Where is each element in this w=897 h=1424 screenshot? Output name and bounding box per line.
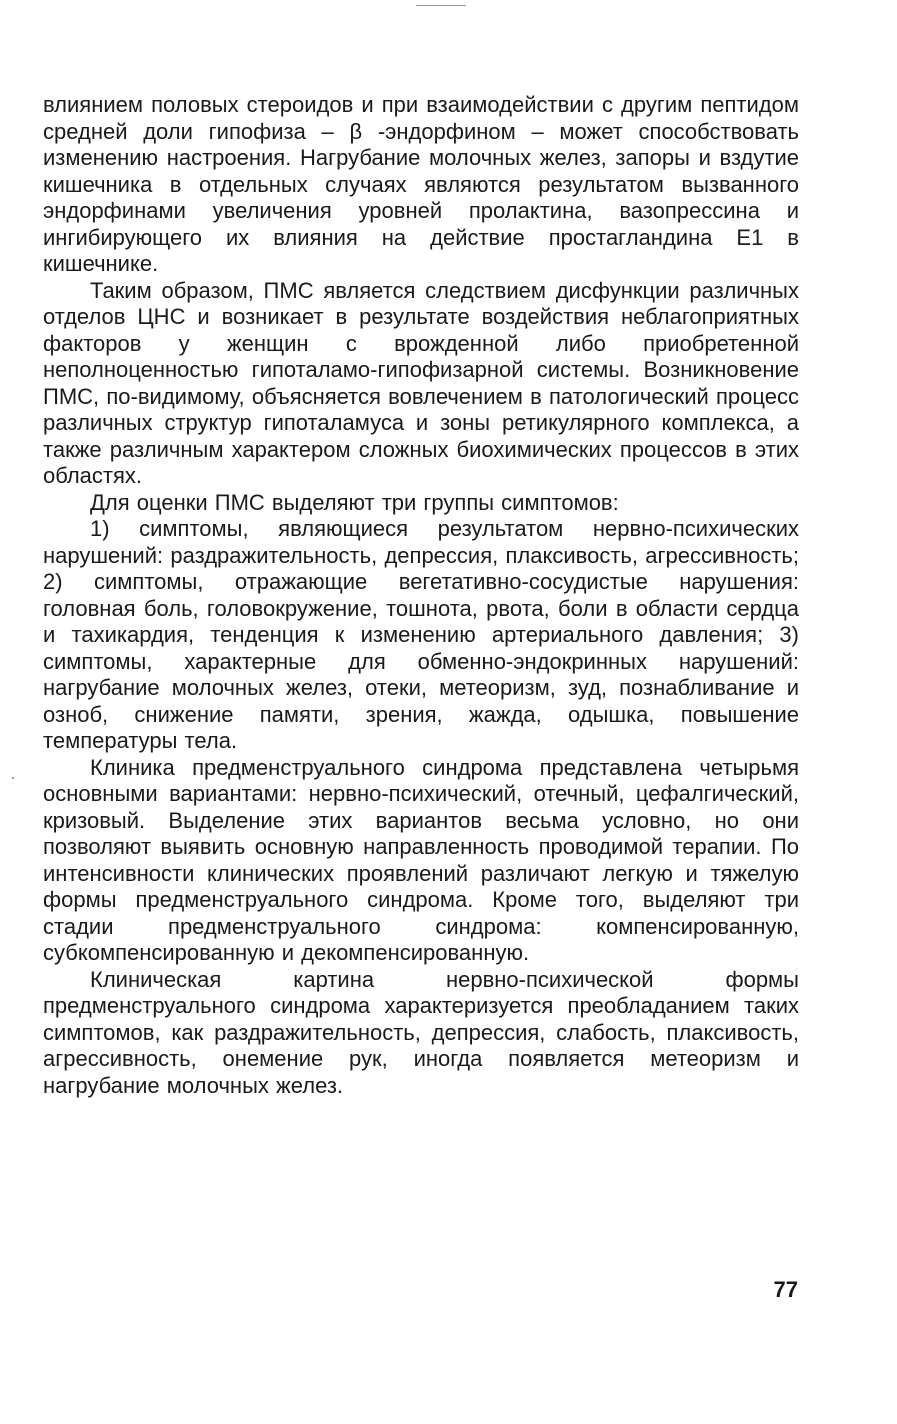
- page-number: 77: [773, 1277, 798, 1302]
- paragraph-neuropsychic-form: Клиническая картина нервно-психической формы предменструального синдрома характеризуется преобладанием таких симптомов, как раздражительность, депрессия, слабость, плаксивость, агрессивность, онемение рук, иногда появляется метеоризм и нагрубание молочных желез.: [43, 966, 799, 1098]
- paragraph-symptom-groups-list: 1) симптомы, являющиеся результатом нервно-психических нарушений: раздражительность, депрессия, плаксивость, агрессивность; 2) симптомы, отражающие вегетативно-сосудистые нарушения: головная боль, головокружение, тошнота, рвота, боли в области сердца и тахикардия, тенденция к изменению артериального давления; 3) симптомы, характерные для обменно-эндокринных нарушений: нагрубание молочных желез, отеки, метеоризм, зуд, познабливание и озноб, снижение памяти, зрения, жажда, одышка, повышение температуры тела.: [43, 516, 799, 753]
- paragraph-pms-conclusion: Таким образом, ПМС является следствием дисфункции различных отделов ЦНС и возникает в результате воздействия неблагоприятных факторов у женщин с врожденной либо приобретенной неполноценностью гипоталамо-гипофизарной системы. Возникновение ПМС, по-видимому, объясняется вовлечением в патологический процесс различных структур гипоталамуса и зоны ретикулярного комплекса, а также различным характером сложных биохимических процессов в этих областях.: [43, 277, 799, 488]
- text-body: [43, 92, 799, 1099]
- paragraph-continuation: влиянием половых стероидов и при взаимодействии с другим пептидом средней доли гипофиза – β -эндорфином – может способствовать изменению настроения. Нагрубание молочных желез, запоры и вздутие кишечника в отдельных случаях являются результатом вызванного эндорфинами увеличения уровней пролактина, вазопрессина и ингибирующего их влияния на действие простагландина Е1 в кишечнике.: [43, 92, 799, 276]
- top-rule: [416, 5, 466, 6]
- paragraph-symptom-groups-intro: Для оценки ПМС выделяют три группы симптомов:: [90, 489, 619, 515]
- paragraph-clinical-variants: Клиника предменструального синдрома представлена четырьмя основными вариантами: нервно-психический, отечный, цефалгический, кризовый. Выделение этих вариантов весьма условно, но они позволяют выявить основную направленность проводимой терапии. По интенсивности клинических проявлений различают легкую и тяжелую формы предменструального синдрома. Кроме того, выделяют три стадии предменструального синдрома: компенсированную, субкомпенсированную и декомпенсированную.: [43, 754, 799, 965]
- scan-speck: [12, 777, 14, 779]
